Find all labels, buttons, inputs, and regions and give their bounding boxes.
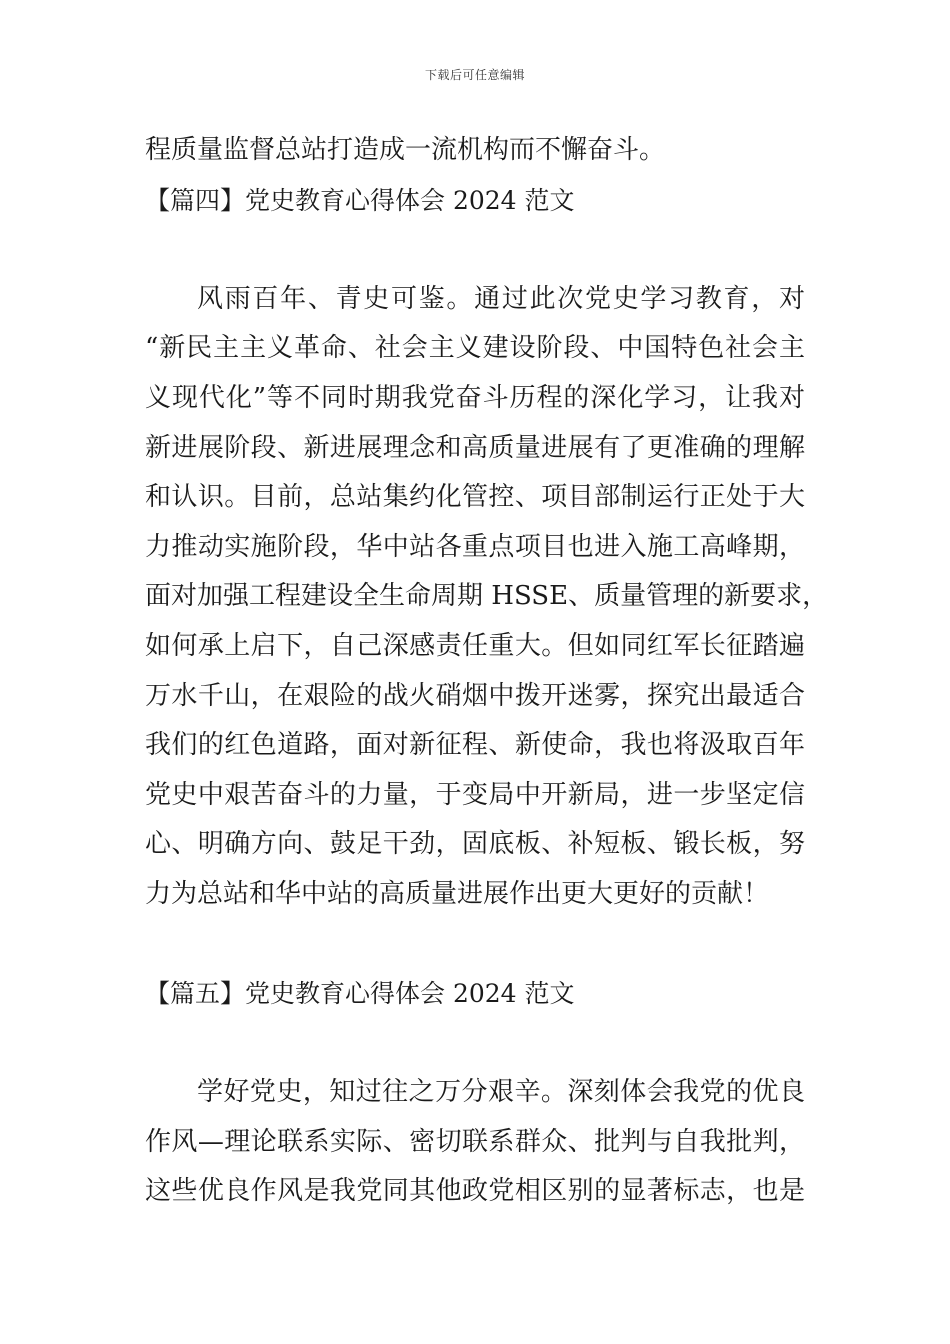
paragraph-line: 和认识。目前，总站集约化管控、项目部制运行正处于大 (145, 482, 805, 513)
paragraph-line-last: 力为总站和华中站的高质量进展作出更大更好的贡献！ (145, 878, 770, 909)
paragraph-line: 作风—理论联系实际、密切联系群众、批判与自我批判， (145, 1126, 805, 1157)
section5-paragraph (145, 1068, 805, 1217)
paragraph-line: 新进展阶段、新进展理念和高质量进展有了更准确的理解 (145, 432, 805, 463)
section-gap (145, 920, 805, 970)
paragraph-line: 力推动实施阶段，华中站各重点项目也进入施工高峰期， (145, 531, 805, 562)
section5-heading: 【篇五】党史教育心得体会 2024 范文 (145, 979, 575, 1009)
paragraph-line: 如何承上启下，自己深感责任重大。但如同红军长征踏遍 (145, 630, 805, 661)
paragraph-line: 党史中艰苦奋斗的力量，于变局中开新局，进一步坚定信 (145, 779, 805, 810)
document-body (145, 126, 829, 1217)
page-header: 下载后可任意编辑 (424, 68, 525, 82)
paragraph-line: “新民主主义革命、社会主义建设阶段、中国特色社会主 (145, 333, 805, 364)
paragraph-line: 这些优良作风是我党同其他政党相区别的显著标志，也是 (145, 1176, 805, 1207)
section4-paragraph (145, 275, 829, 920)
paragraph-line: 面对加强工程建设全生命周期 HSSE、质量管理的新要求， (145, 581, 829, 612)
section4-heading: 【篇四】党史教育心得体会 2024 范文 (145, 185, 575, 215)
paragraph-line: 学好党史，知过往之万分艰辛。深刻体会我党的优良 (197, 1077, 805, 1108)
paragraph-gap (145, 225, 805, 275)
paragraph-line: 心、明确方向、鼓足干劲，固底板、补短板、锻长板，努 (145, 829, 805, 860)
paragraph-line: 我们的红色道路，面对新征程、新使命，我也将汲取百年 (145, 730, 805, 761)
carryover-line: 程质量监督总站打造成一流机构而不懈奋斗。 (145, 135, 666, 165)
paragraph-line: 万水千山，在艰险的战火硝烟中拨开迷雾，探究出最适合 (145, 680, 805, 711)
paragraph-line: 风雨百年、青史可鉴。通过此次党史学习教育，对 (197, 283, 805, 314)
paragraph-line: 义现代化”等不同时期我党奋斗历程的深化学习，让我对 (145, 382, 805, 413)
paragraph-gap (145, 1019, 805, 1069)
